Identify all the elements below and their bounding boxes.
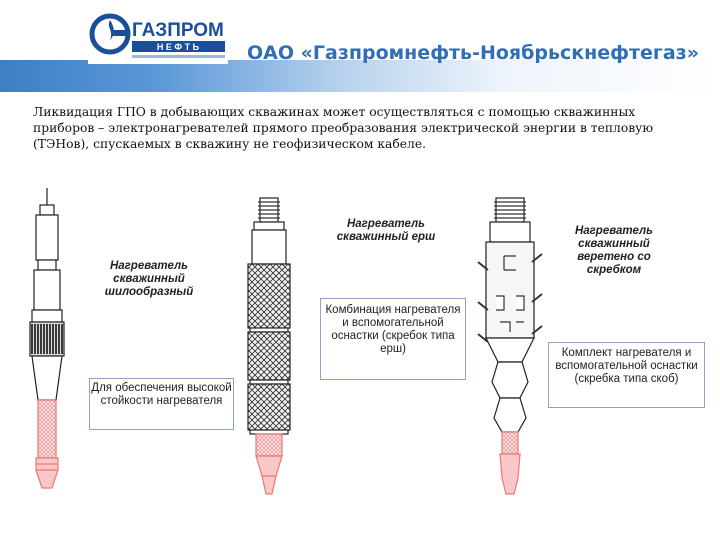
awl-heater-drawing xyxy=(30,188,64,488)
intro-paragraph: Ликвидация ГПО в добывающих скважинах может осуществляться с помощью скважинных приборов – электронагревателей прямого преобразования электрической энергии в тепловую (ТЭНов), спускаемых в скважину не геофизическом кабеле. xyxy=(33,105,654,151)
logo-top-text: ГАЗПРОМ xyxy=(132,20,224,41)
logo-bottom-text: Н Е Ф Т Ь xyxy=(156,42,200,52)
callout-spindle-heater xyxy=(558,225,670,281)
callout-brush-heater-text: Нагреватель скважинный ерш xyxy=(336,218,436,243)
brush-heater-drawing xyxy=(248,198,290,494)
callout-awl-heater-text: Нагреватель скважинный шилообразный xyxy=(104,260,194,298)
company-title: ОАО «Газпромнефть-Ноябрьскнефтегаз» xyxy=(247,42,699,64)
callout-set-bracket-text: Комплект нагревателя и вспомогательной оснастки (скребка типа скоб) xyxy=(555,347,698,385)
callout-spindle-heater-text: Нагреватель скважинный веретено со скребком xyxy=(574,225,654,276)
callout-awl-heater xyxy=(88,258,210,306)
awl-heater-fins xyxy=(30,322,64,356)
callout-combo-brush xyxy=(320,298,466,380)
callout-brush-heater xyxy=(330,218,442,262)
spindle-heater-drawing xyxy=(478,198,542,494)
callout-combo-brush-text: Комбинация нагревателя и вспомогательной оснастки (скребок типа ерш) xyxy=(325,304,461,355)
callout-high-durability-text: Для обеспечения высокой стойкости нагревателя xyxy=(91,382,232,407)
callout-high-durability xyxy=(89,378,234,430)
callout-set-bracket xyxy=(548,342,705,408)
